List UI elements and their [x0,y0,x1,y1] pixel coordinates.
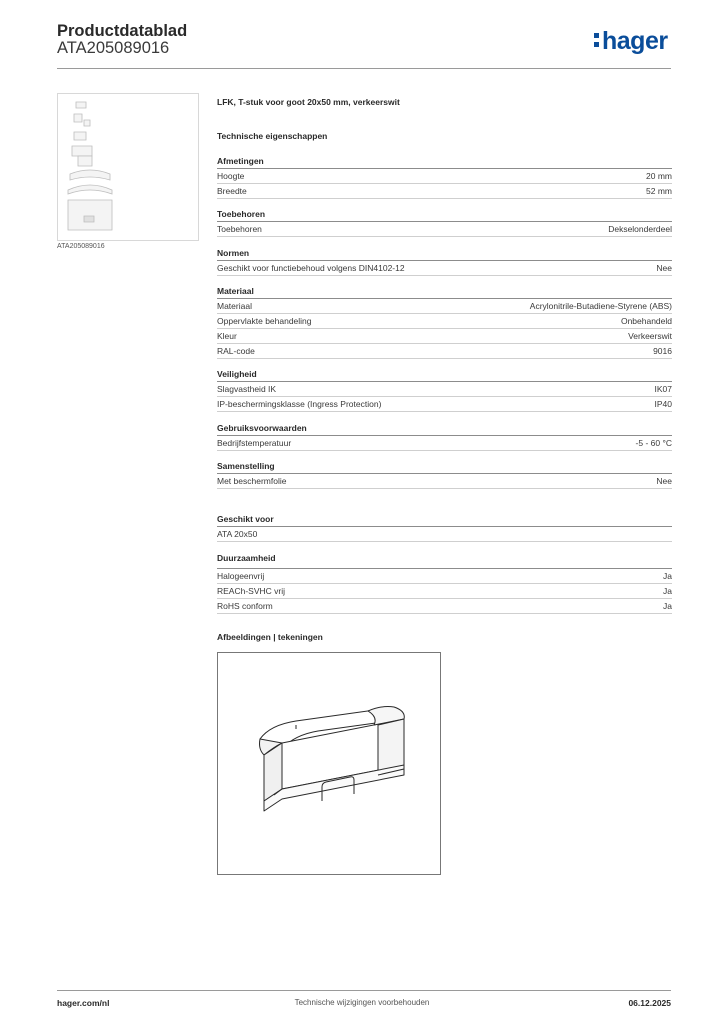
product-thumbnail [57,93,199,241]
table-row [217,184,672,199]
table-row [217,169,672,184]
table-row [217,584,672,599]
row-value: IK07 [654,384,672,394]
section-title: Toebehoren [217,208,672,222]
row-value: 9016 [653,346,672,356]
row-value: Nee [656,476,672,486]
row-value: Verkeerswit [628,331,672,341]
row-label: Geschikt voor functiebehoud volgens DIN4102-12 [217,263,405,273]
row-label: ATA 20x50 [217,529,258,539]
row-value: Ja [663,601,672,611]
row-label: Bedrijfstemperatuur [217,438,292,448]
section-title: Gebruiksvoorwaarden [217,422,672,436]
section-title: Normen [217,247,672,261]
section-title: Veiligheid [217,368,672,382]
section-duurzaamheid [217,552,672,614]
section-title: Afmetingen [217,155,672,169]
section-normen [217,247,672,276]
row-label: Met beschermfolie [217,476,287,486]
table-row [217,329,672,344]
row-label: Materiaal [217,301,252,311]
row-label: RoHS conform [217,601,273,611]
row-label: RAL-code [217,346,255,356]
section-title: Samenstelling [217,460,672,474]
table-row [217,527,672,542]
table-row [217,222,672,237]
product-code: ATA205089016 [57,39,170,57]
row-value: Acrylonitrile-Butadiene-Styrene (ABS) [529,301,672,311]
row-label: Oppervlakte behandeling [217,316,312,326]
table-row [217,599,672,614]
section-title: Materiaal [217,285,672,299]
row-label: Slagvastheid IK [217,384,277,394]
table-row [217,382,672,397]
table-row [217,397,672,412]
row-label: Hoogte [217,171,245,181]
product-name: LFK, T-stuk voor goot 20x50 mm, verkeerswit [217,97,400,107]
section-toebehoren [217,208,672,237]
row-label: Halogeenvrij [217,571,265,581]
footer-disclaimer: Technische wijzigingen voorbehouden [294,998,430,1007]
tech-heading: Technische eigenschappen [217,131,328,141]
table-row [217,314,672,329]
thumbnail-caption: ATA205089016 [57,243,105,250]
footer-divider [57,990,671,991]
section-title: Duurzaamheid [217,552,672,569]
row-value: Ja [663,586,672,596]
row-value: 20 mm [646,171,672,181]
product-thumbnail-drawing-icon [58,94,198,240]
logo-text: hager [602,27,668,55]
row-value: Nee [656,263,672,273]
row-value: 52 mm [646,186,672,196]
row-value: Dekselonderdeel [608,224,672,234]
table-row [217,344,672,359]
section-gebruiksvoorwaarden [217,422,672,451]
t-piece-drawing-icon [218,653,440,874]
table-row [217,299,672,314]
row-label: Breedte [217,186,247,196]
hager-logo [594,27,668,56]
technical-drawing [217,652,441,875]
section-materiaal [217,285,672,359]
row-label: Toebehoren [217,224,262,234]
row-label: Kleur [217,331,237,341]
section-title: Geschikt voor [217,513,672,527]
header-divider [57,68,671,69]
table-row [217,569,672,584]
images-heading: Afbeeldingen | tekeningen [217,632,323,642]
row-label: REACh-SVHC vrij [217,586,286,596]
footer-website: hager.com/nl [57,998,110,1008]
section-veiligheid [217,368,672,412]
table-row [217,474,672,489]
section-afmetingen [217,155,672,199]
table-row [217,261,672,276]
logo-dots-icon [594,27,600,47]
document-title: Productdatablad [57,22,188,40]
table-row [217,436,672,451]
row-label: IP-beschermingsklasse (Ingress Protection) [217,399,382,409]
row-value: IP40 [654,399,672,409]
section-geschikt-voor [217,513,672,542]
row-value: Onbehandeld [620,316,672,326]
footer-date: 06.12.2025 [628,998,671,1008]
row-value: -5 - 60 °C [635,438,672,448]
row-value: Ja [663,571,672,581]
section-samenstelling [217,460,672,489]
